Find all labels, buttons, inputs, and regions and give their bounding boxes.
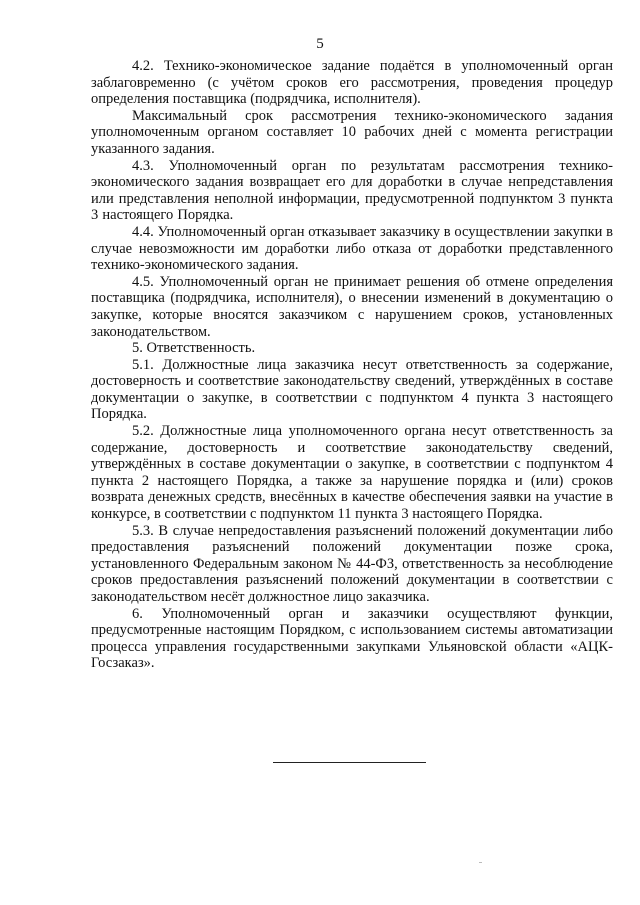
document-body [91, 58, 613, 672]
paragraph-5-2: 5.2. Должностные лица уполномоченного органа несут ответственность за содержание, достоверность и соответствие законодательству сведений, утверждённых в составе документации о закупке, в соответствии с подпунктом 4 пункта 2 настоящего Порядка, а также за нарушение порядка и (или) сроков возврата денежных средств, внесённых в качестве обеспечения заявки на участие в конкурсе, в соответствии с подпунктом 11 пункта 3 настоящего Порядка. [91, 423, 613, 523]
paragraph-5-3: 5.3. В случае непредоставления разъяснений положений документации либо предоставления разъяснений положений документации позже срока, установленного Федеральным законом № 44-ФЗ, ответственность за несоблюдение сроков предоставления разъяснений положений документации в соответствии с законодательством несёт должностное лицо заказчика. [91, 522, 613, 605]
page-number: 5 [316, 36, 324, 52]
paragraph-6: 6. Уполномоченный орган и заказчики осуществляют функции, предусмотренные настоящим Порядком, с использованием системы автоматизации процесса управления государственными закупками Ульяновской области «АЦК-Госзаказ». [91, 605, 613, 672]
paragraph-4-5: 4.5. Уполномоченный орган не принимает решения об отмене определения поставщика (подрядчика, исполнителя), о внесении изменений в документацию о закупке, которые вносятся заказчиком с нарушением сроков, установленных законодательством. [91, 273, 613, 340]
closing-divider-line [273, 762, 426, 763]
section-5-heading: 5. Ответственность. [132, 340, 256, 357]
scan-speck [479, 862, 482, 863]
paragraph-4-2-deadline: Максимальный срок рассмотрения технико-экономического задания уполномоченным органом составляет 10 рабочих дней с момента регистрации указанного задания. [91, 107, 613, 157]
paragraph-4-4: 4.4. Уполномоченный орган отказывает заказчику в осуществлении закупки в случае невозможности им доработки либо отказа от доработки представленного технико-экономического задания. [91, 223, 613, 274]
paragraph-4-3: 4.3. Уполномоченный орган по результатам рассмотрения технико-экономического задания возвращает его для доработки в случае непредставления или представления неполной информации, предусмотренной подпунктом 3 пункта 3 настоящего Порядка. [91, 157, 613, 224]
paragraph-4-2: 4.2. Технико-экономическое задание подаётся в уполномоченный орган заблаговременно (с учётом сроков его рассмотрения, проведения процедур определения поставщика (подрядчика, исполнителя). [91, 58, 613, 108]
paragraph-5-1: 5.1. Должностные лица заказчика несут ответственность за содержание, достоверность и соответствие законодательству сведений, утверждённых в составе документации о закупке, в соответствии с подпунктом 4 пункта 3 настоящего Порядка. [91, 356, 613, 423]
